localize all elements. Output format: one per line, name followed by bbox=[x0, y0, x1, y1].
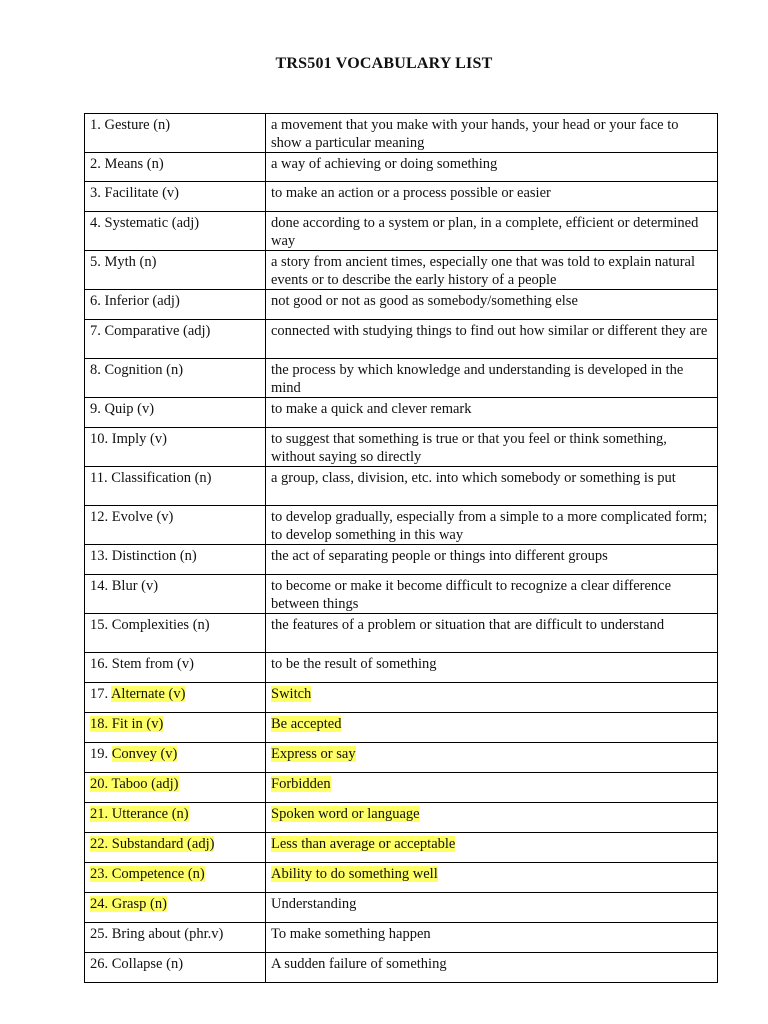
vocabulary-table bbox=[84, 113, 718, 983]
table-row bbox=[85, 212, 718, 251]
term-text: 8. Cognition (n) bbox=[90, 362, 184, 378]
definition-cell bbox=[266, 290, 718, 320]
term-cell bbox=[85, 114, 266, 153]
term-cell bbox=[85, 212, 266, 251]
definition-cell bbox=[266, 359, 718, 398]
definition-text: to develop gradually, especially from a simple to a more complicated form; to develop something in this way bbox=[271, 509, 708, 543]
term-text: 16. Stem from (v) bbox=[90, 656, 194, 672]
term-cell bbox=[85, 833, 266, 863]
table-row bbox=[85, 893, 718, 923]
definition-cell bbox=[266, 114, 718, 153]
definition-cell bbox=[266, 614, 718, 653]
definition-cell bbox=[266, 923, 718, 953]
table-row bbox=[85, 506, 718, 545]
definition-cell bbox=[266, 773, 718, 803]
term-cell bbox=[85, 251, 266, 290]
definition-text: Express or say bbox=[271, 746, 356, 762]
term-text: 5. Myth (n) bbox=[90, 254, 157, 270]
term-cell bbox=[85, 893, 266, 923]
term-highlight: Alternate (v) bbox=[110, 686, 186, 702]
term-cell bbox=[85, 506, 266, 545]
definition-text: Ability to do something well bbox=[271, 866, 438, 882]
term-text: 13. Distinction (n) bbox=[90, 548, 197, 564]
term-text: 20. Taboo (adj) bbox=[90, 776, 179, 792]
term-cell bbox=[85, 653, 266, 683]
definition-text: Forbidden bbox=[271, 776, 331, 792]
term-cell bbox=[85, 398, 266, 428]
definition-cell bbox=[266, 545, 718, 575]
table-row bbox=[85, 114, 718, 153]
definition-text: Be accepted bbox=[271, 716, 342, 732]
table-row bbox=[85, 575, 718, 614]
term-text: 9. Quip (v) bbox=[90, 401, 155, 417]
term-cell bbox=[85, 923, 266, 953]
definition-text: To make something happen bbox=[271, 926, 431, 942]
definition-cell bbox=[266, 467, 718, 506]
table-row bbox=[85, 251, 718, 290]
term-text: 26. Collapse (n) bbox=[90, 956, 184, 972]
definition-cell bbox=[266, 398, 718, 428]
definition-text: a story from ancient times, especially one that was told to explain natural events or to describe the early history of a people bbox=[271, 254, 695, 288]
table-row bbox=[85, 290, 718, 320]
term-text: 6. Inferior (adj) bbox=[90, 293, 180, 309]
table-row bbox=[85, 428, 718, 467]
definition-cell bbox=[266, 320, 718, 359]
definition-cell bbox=[266, 428, 718, 467]
term-text: 25. Bring about (phr.v) bbox=[90, 926, 224, 942]
term-text: 22. Substandard (adj) bbox=[90, 836, 215, 852]
table-row bbox=[85, 713, 718, 743]
term-text: 19. bbox=[90, 746, 112, 762]
table-row bbox=[85, 153, 718, 182]
table-row bbox=[85, 614, 718, 653]
definition-text: a group, class, division, etc. into which somebody or something is put bbox=[271, 470, 676, 486]
table-row bbox=[85, 545, 718, 575]
vocabulary-table-body bbox=[85, 114, 718, 983]
definition-cell bbox=[266, 863, 718, 893]
definition-cell bbox=[266, 182, 718, 212]
definition-text: not good or not as good as somebody/something else bbox=[271, 293, 578, 309]
definition-cell bbox=[266, 683, 718, 713]
definition-text: Less than average or acceptable bbox=[271, 836, 456, 852]
table-row bbox=[85, 923, 718, 953]
table-row bbox=[85, 398, 718, 428]
definition-cell bbox=[266, 153, 718, 182]
term-cell bbox=[85, 773, 266, 803]
term-text: 24. Grasp (n) bbox=[90, 896, 167, 912]
term-cell bbox=[85, 153, 266, 182]
term-text: 14. Blur (v) bbox=[90, 578, 159, 594]
definition-text: done according to a system or plan, in a complete, efficient or determined way bbox=[271, 215, 699, 249]
term-highlight: Convey (v) bbox=[111, 746, 178, 762]
term-text: 15. Complexities (n) bbox=[90, 617, 210, 633]
term-cell bbox=[85, 182, 266, 212]
definition-text: Understanding bbox=[271, 896, 357, 912]
definition-cell bbox=[266, 743, 718, 773]
term-text: 2. Means (n) bbox=[90, 156, 164, 172]
definition-text: to be the result of something bbox=[271, 656, 437, 672]
term-text: 12. Evolve (v) bbox=[90, 509, 174, 525]
term-cell bbox=[85, 614, 266, 653]
definition-text: to make a quick and clever remark bbox=[271, 401, 472, 417]
definition-cell bbox=[266, 893, 718, 923]
definition-text: the act of separating people or things into different groups bbox=[271, 548, 608, 564]
term-cell bbox=[85, 953, 266, 983]
definition-cell bbox=[266, 833, 718, 863]
term-cell bbox=[85, 803, 266, 833]
table-row bbox=[85, 467, 718, 506]
term-text: 3. Facilitate (v) bbox=[90, 185, 179, 201]
table-row bbox=[85, 743, 718, 773]
term-text: 7. Comparative (adj) bbox=[90, 323, 211, 339]
table-row bbox=[85, 653, 718, 683]
table-row bbox=[85, 182, 718, 212]
definition-text: the features of a problem or situation that are difficult to understand bbox=[271, 617, 665, 633]
term-cell bbox=[85, 467, 266, 506]
term-cell bbox=[85, 863, 266, 893]
definition-text: to suggest that something is true or that you feel or think something, without saying so directly bbox=[271, 431, 667, 465]
definition-text: connected with studying things to find out how similar or different they are bbox=[271, 323, 708, 339]
definition-cell bbox=[266, 212, 718, 251]
term-cell bbox=[85, 359, 266, 398]
table-row bbox=[85, 953, 718, 983]
definition-text: a movement that you make with your hands, your head or your face to show a particular meaning bbox=[271, 117, 679, 151]
page-title: TRS501 VOCABULARY LIST bbox=[275, 55, 493, 72]
term-cell bbox=[85, 575, 266, 614]
definition-text: Spoken word or language bbox=[271, 806, 420, 822]
term-cell bbox=[85, 713, 266, 743]
table-row bbox=[85, 683, 718, 713]
table-row bbox=[85, 833, 718, 863]
definition-cell bbox=[266, 575, 718, 614]
term-cell bbox=[85, 428, 266, 467]
table-row bbox=[85, 359, 718, 398]
table-row bbox=[85, 863, 718, 893]
definition-cell bbox=[266, 506, 718, 545]
definition-text: a way of achieving or doing something bbox=[271, 156, 498, 172]
term-text: 11. Classification (n) bbox=[90, 470, 212, 486]
term-text: 17. bbox=[90, 686, 111, 702]
term-text: 4. Systematic (adj) bbox=[90, 215, 200, 231]
term-text: 18. Fit in (v) bbox=[90, 716, 164, 732]
definition-text: to become or make it become difficult to recognize a clear difference between things bbox=[271, 578, 672, 612]
table-row bbox=[85, 803, 718, 833]
term-text: 21. Utterance (n) bbox=[90, 806, 189, 822]
term-cell bbox=[85, 545, 266, 575]
definition-text: Switch bbox=[271, 686, 312, 702]
definition-text: the process by which knowledge and understanding is developed in the mind bbox=[271, 362, 684, 396]
definition-text: to make an action or a process possible or easier bbox=[271, 185, 551, 201]
term-cell bbox=[85, 320, 266, 359]
definition-cell bbox=[266, 953, 718, 983]
definition-cell bbox=[266, 251, 718, 290]
definition-cell bbox=[266, 803, 718, 833]
term-cell bbox=[85, 743, 266, 773]
definition-cell bbox=[266, 713, 718, 743]
definition-cell bbox=[266, 653, 718, 683]
term-text: 23. Competence (n) bbox=[90, 866, 205, 882]
definition-text: A sudden failure of something bbox=[271, 956, 447, 972]
term-cell bbox=[85, 683, 266, 713]
table-row bbox=[85, 773, 718, 803]
term-text: 1. Gesture (n) bbox=[90, 117, 171, 133]
term-text: 10. Imply (v) bbox=[90, 431, 167, 447]
term-cell bbox=[85, 290, 266, 320]
table-row bbox=[85, 320, 718, 359]
